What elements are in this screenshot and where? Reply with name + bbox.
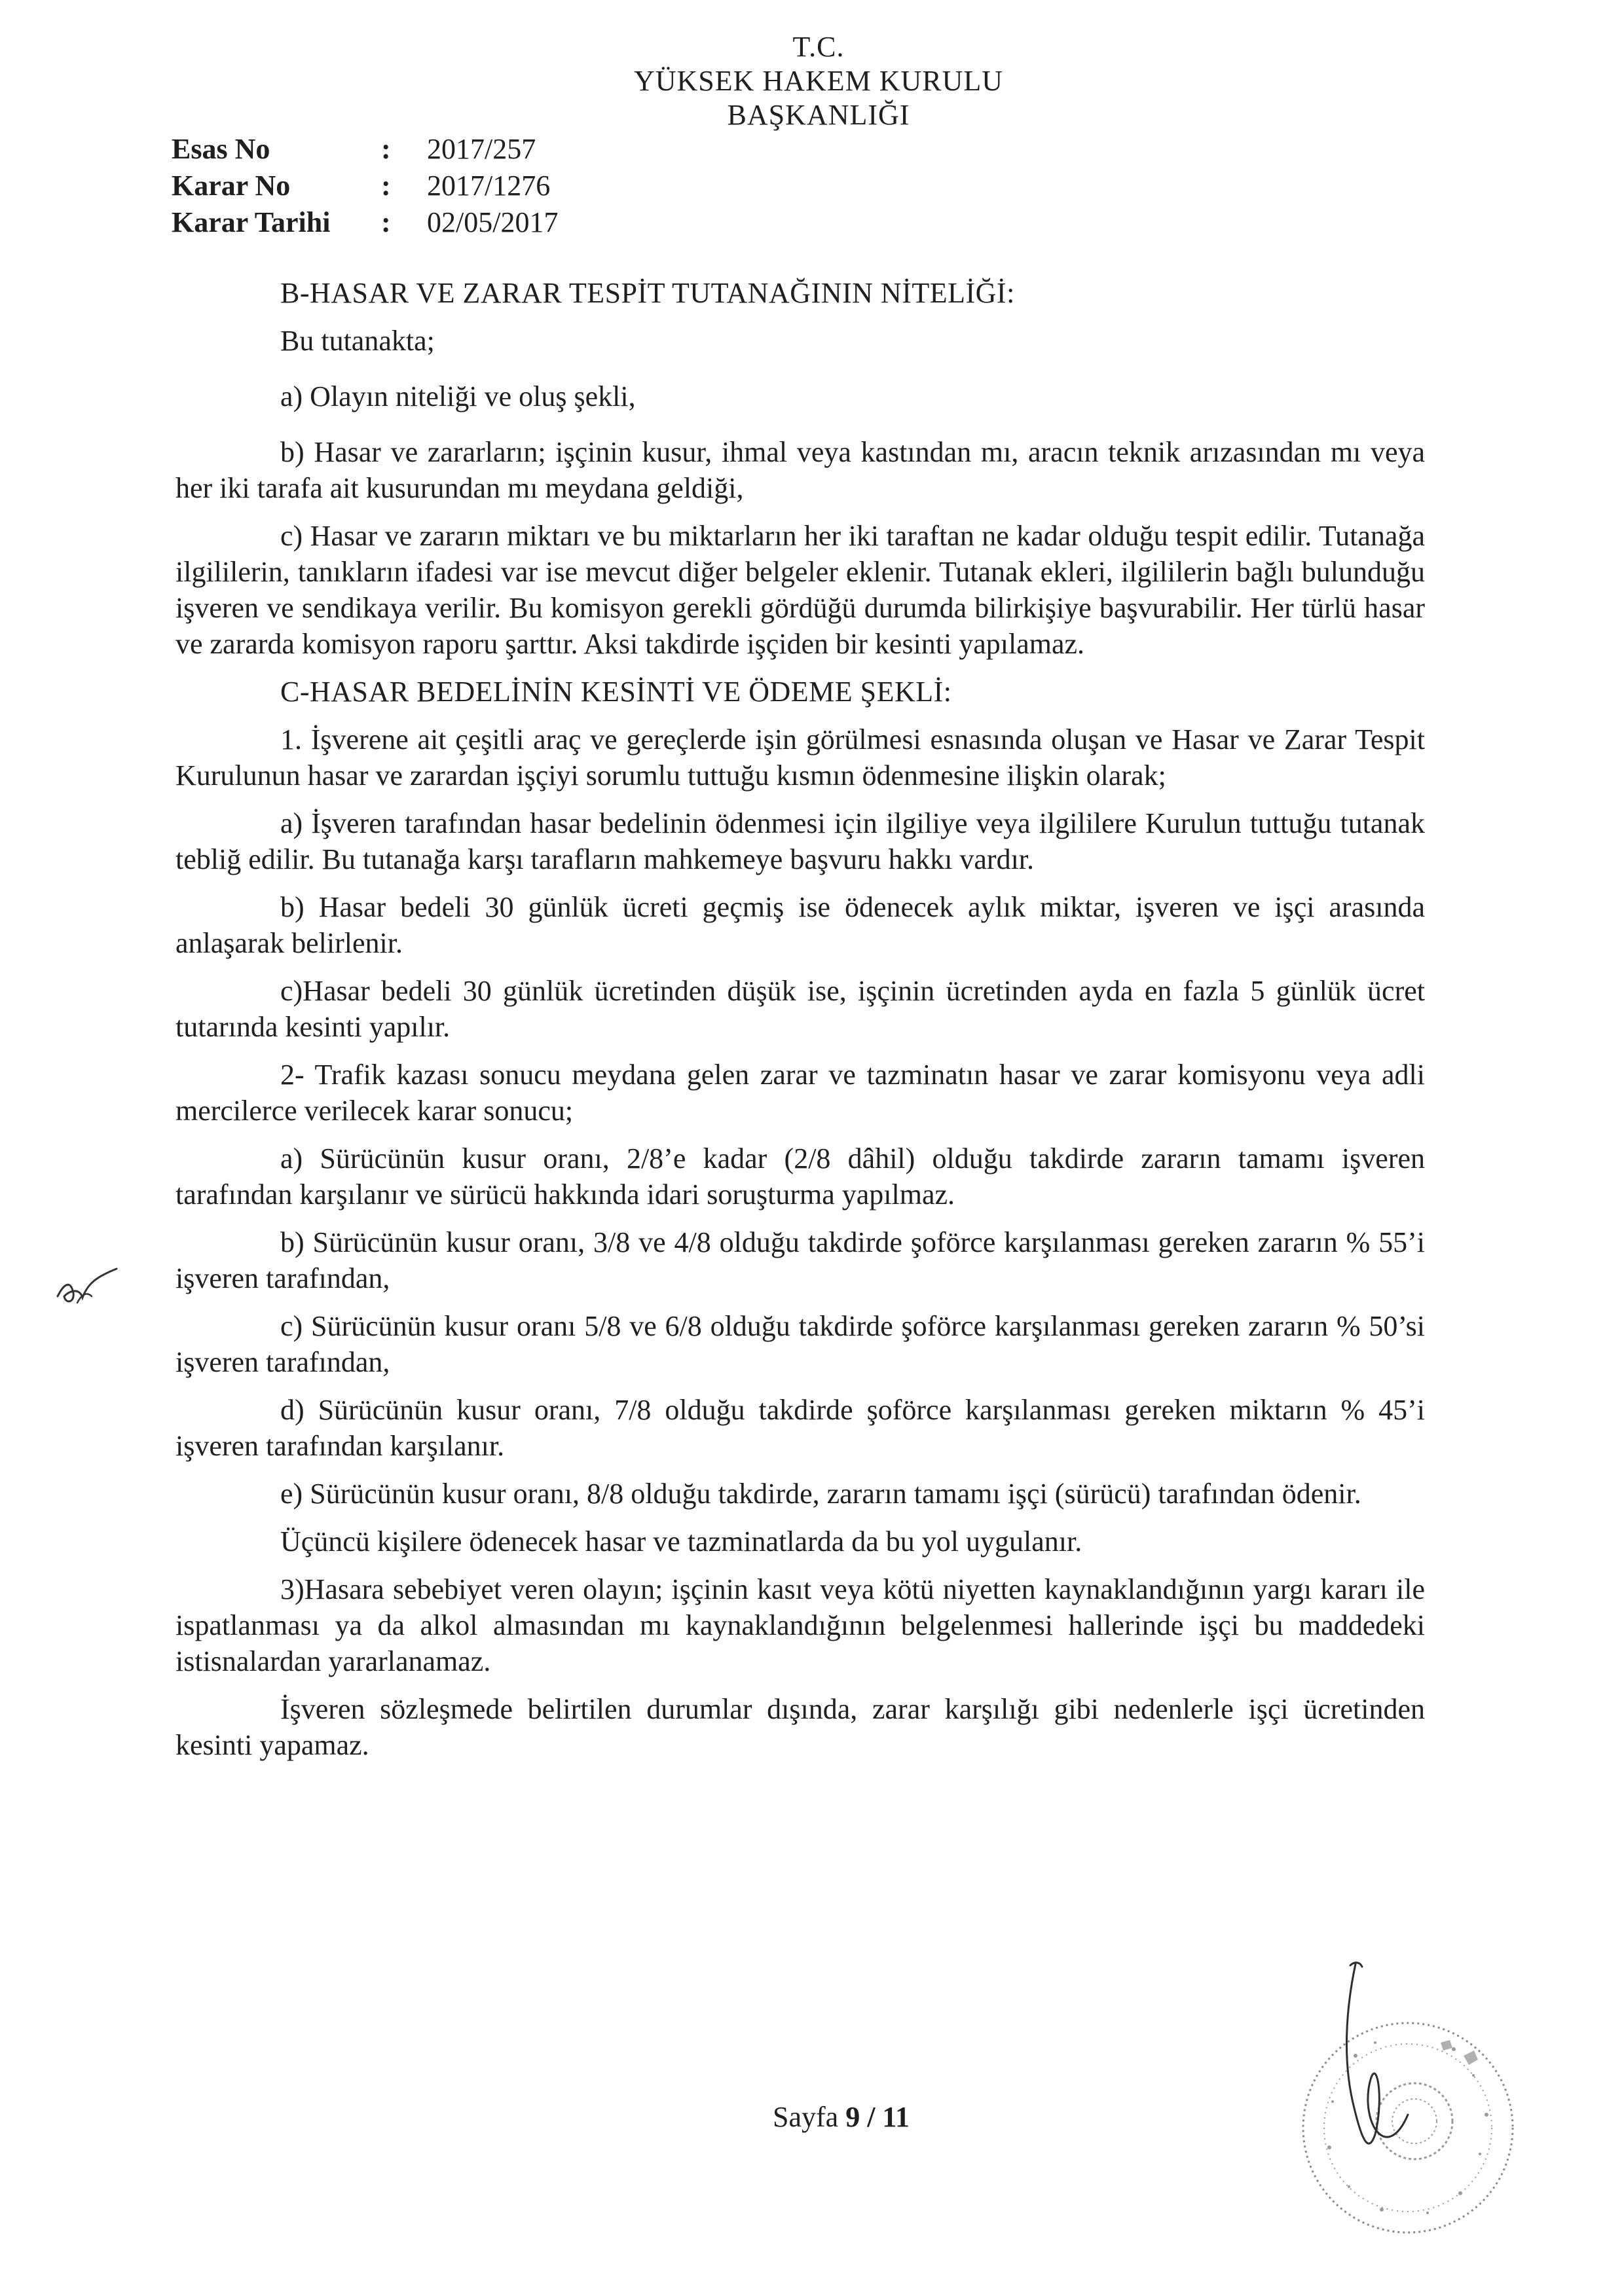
header-presidency: BAŞKANLIĞI xyxy=(727,99,910,131)
case-metadata xyxy=(172,131,558,241)
section-heading-c: C-HASAR BEDELİNİN KESİNTİ VE ÖDEME ŞEKLİ: xyxy=(280,676,952,708)
paragraph-2c: c) Sürücünün kusur oranı 5/8 ve 6/8 olduğu takdirde şoförce karşılanması gereken zararın % 50’si işveren tarafından, xyxy=(175,1310,1425,1378)
paragraph-item-b: b) Hasar ve zararların; işçinin kusur, ihmal veya kastından mı, aracın teknik arızasından mı veya her iki tarafa ait kusurundan mı meydana geldiği, xyxy=(175,436,1425,504)
meta-colon: : xyxy=(381,133,391,165)
page-number-value: 9 / 11 xyxy=(845,2101,910,2133)
meta-row-karar xyxy=(172,168,558,204)
paragraph-intro: Bu tutanakta; xyxy=(280,325,435,357)
meta-label: Karar No xyxy=(172,170,291,202)
section-heading-b: B-HASAR VE ZARAR TESPİT TUTANAĞININ NİTELİĞİ: xyxy=(280,277,1015,309)
paragraph-3: 3)Hasara sebebiyet veren olayın; işçinin kasıt veya kötü niyetten kaynaklandığının yargı kararı ile ispatlanması ya da alkol almasından mı kaynaklandığının belgelenmesi hallerinde işçi bu maddedeki istisnalardan yararlanamaz. xyxy=(175,1573,1425,1677)
paragraph-item-c: c) Hasar ve zararın miktarı ve bu miktarların her iki taraftan ne kadar olduğu tespit edilir. Tutanağa ilgililerin, tanıkların ifadesi var ise mevcut diğer belgeler eklenir. Tutanak ekleri, ilgililerin bağlı bulunduğu işveren ve sendikaya verilir. Bu komisyon gerekli gördüğü durumda bilirkişiye başvurabilir. Her türlü hasar ve zararda komisyon raporu şarttır. Aksi takdirde işçiden bir kesinti yapılamaz. xyxy=(175,520,1425,660)
paragraph-2: 2- Trafik kazası sonucu meydana gelen zarar ve tazminatın hasar ve zarar komisyonu veya adli mercilerce verilecek karar sonucu; xyxy=(175,1059,1425,1127)
document-header xyxy=(563,30,1074,132)
paragraph-2a: a) Sürücünün kusur oranı, 2/8’e kadar (2/8 dâhil) olduğu takdirde zararın tamamı işveren tarafından karşılanır ve sürücü hakkında idari soruşturma yapılmaz. xyxy=(175,1142,1425,1211)
meta-row-tarih xyxy=(172,204,558,241)
paragraph-1c: c)Hasar bedeli 30 günlük ücretinden düşük ise, işçinin ücretinden ayda en fazla 5 günlük ücret tutarında kesinti yapılır. xyxy=(175,975,1425,1043)
meta-value: 2017/257 xyxy=(427,133,536,165)
paragraph-1a: a) İşveren tarafından hasar bedelinin ödenmesi için ilgiliye veya ilgililere Kurulun tuttuğu tutanak tebliğ edilir. Bu tutanağa karşı tarafların mahkemeye başvuru hakkı vardır. xyxy=(175,807,1425,875)
paragraph-1b: b) Hasar bedeli 30 günlük ücreti geçmiş ise ödenecek aylık miktar, işveren ve işçi arasında anlaşarak belirlenir. xyxy=(175,891,1425,959)
paragraph-2d: d) Sürücünün kusur oranı, 7/8 olduğu takdirde şoförce karşılanması gereken miktarın % 45’i işveren tarafından karşılanır. xyxy=(175,1394,1425,1462)
meta-value: 2017/1276 xyxy=(427,170,551,202)
meta-row-esas xyxy=(172,131,558,168)
meta-label: Karar Tarihi xyxy=(172,206,331,238)
paragraph-2b: b) Sürücünün kusur oranı, 3/8 ve 4/8 olduğu takdirde şoförce karşılanması gereken zararın % 55’i işveren tarafından, xyxy=(175,1226,1425,1294)
meta-value: 02/05/2017 xyxy=(427,206,559,238)
official-seal-stamp xyxy=(1277,1958,1526,2259)
paragraph-final: İşveren sözleşmede belirtilen durumlar dışında, zarar karşılığı gibi nedenlerle işçi ücretinden kesinti yapamaz. xyxy=(175,1693,1425,1761)
page-number xyxy=(773,2100,910,2134)
header-institution: YÜKSEK HAKEM KURULU xyxy=(633,65,1004,97)
paragraph-item-a: a) Olayın niteliği ve oluş şekli, xyxy=(280,380,636,412)
page-number-prefix: Sayfa xyxy=(773,2101,846,2133)
meta-colon: : xyxy=(381,206,391,238)
meta-label: Esas No xyxy=(172,133,270,165)
handwritten-initials xyxy=(51,1257,123,1316)
meta-colon: : xyxy=(381,170,391,202)
paragraph-third-parties: Üçüncü kişilere ödenecek hasar ve tazminatlarda da bu yol uygulanır. xyxy=(280,1525,1082,1558)
document-body xyxy=(175,275,1425,1775)
header-tc: T.C. xyxy=(792,31,845,63)
paragraph-2e: e) Sürücünün kusur oranı, 8/8 olduğu takdirde, zararın tamamı işçi (sürücü) tarafından ödenir. xyxy=(280,1478,1361,1510)
paragraph-1: 1. İşverene ait çeşitli araç ve gereçlerde işin görülmesi esnasında oluşan ve Hasar ve Zarar Tespit Kurulunun hasar ve zarardan işçiyi sorumlu tuttuğu kısmın ödenmesine ilişkin olarak; xyxy=(175,723,1425,792)
